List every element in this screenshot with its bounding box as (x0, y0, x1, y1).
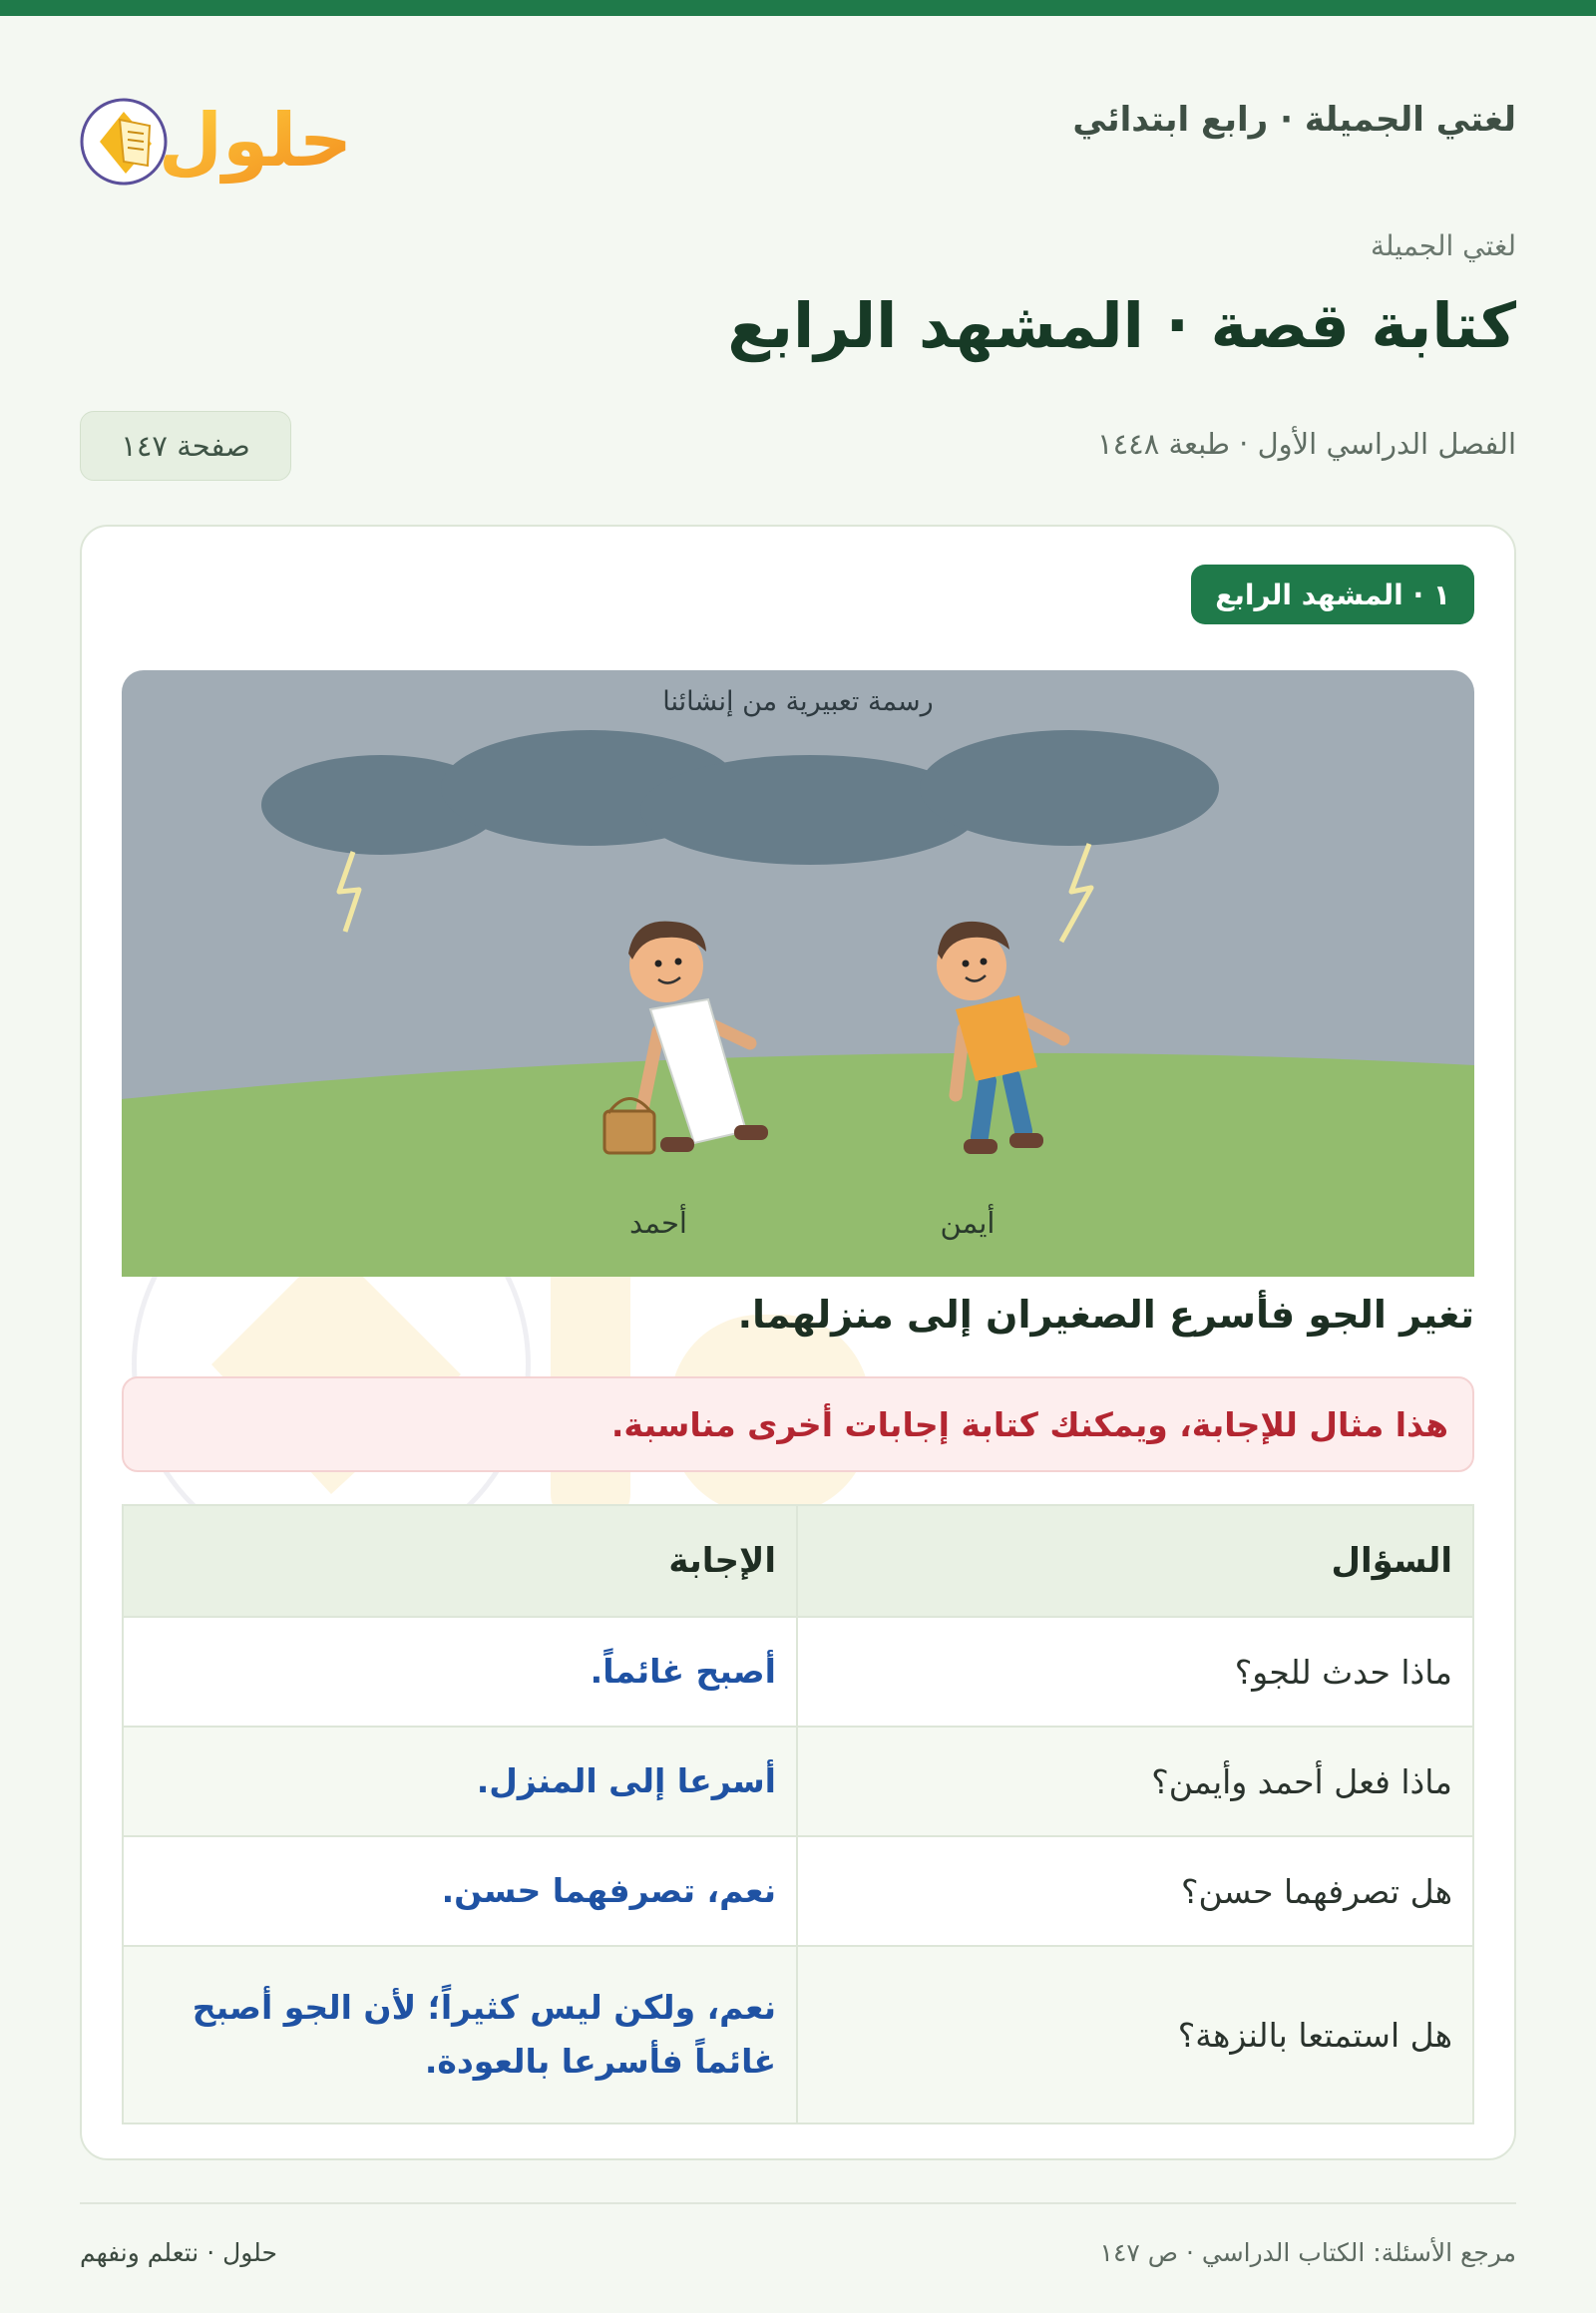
page-title: كتابة قصة · المشهد الرابع (727, 289, 1516, 362)
table-header-row (123, 1505, 1473, 1617)
answer-cell: أسرعا إلى المنزل. (123, 1727, 797, 1836)
answer-cell: أصبح غائماً. (123, 1617, 797, 1727)
label-ayman: أيمن (940, 1206, 996, 1240)
scene-card (80, 525, 1516, 2160)
page-header (80, 60, 1516, 190)
footer-divider (80, 2202, 1516, 2204)
table-row (123, 1836, 1473, 1946)
table-row (123, 1946, 1473, 2123)
table-row (123, 1617, 1473, 1727)
header-question: السؤال (797, 1505, 1473, 1617)
answer-cell: نعم، ولكن ليس كثيراً؛ لأن الجو أصبح غائماً فأسرعا بالعودة. (123, 1946, 797, 2123)
hulul-logo[interactable] (80, 70, 369, 190)
scene-illustration (122, 670, 1474, 1277)
logo-wordmark: حلول (158, 98, 353, 184)
top-accent-bar (0, 0, 1596, 16)
table-row (123, 1727, 1473, 1836)
label-ahmad: أحمد (629, 1206, 687, 1240)
subject-label: لغتي الجميلة (1370, 229, 1516, 262)
series-label: لغتي الجميلة · رابع ابتدائي (1072, 100, 1516, 140)
page-number-badge: صفحة ١٤٧ (80, 411, 291, 481)
note-text: هذا مثال للإجابة، ويمكنك كتابة إجابات أخرى مناسبة. (610, 1404, 1448, 1444)
grass-hill (122, 1053, 1474, 1277)
header-answer: الإجابة (123, 1505, 797, 1617)
question-cell: ماذا حدث للجو؟ (797, 1617, 1473, 1727)
scene-caption: رسمة تعبيرية من إنشائنا (662, 686, 934, 717)
footer-reference: مرجع الأسئلة: الكتاب الدراسي · ص ١٤٧ (1099, 2238, 1516, 2267)
example-answer-note (122, 1376, 1474, 1472)
semester-meta: الفصل الدراسي الأول · طبعة ١٤٤٨ (1097, 427, 1516, 461)
story-line: تغير الجو فأسرع الصغيران إلى منزلهما. (737, 1293, 1474, 1337)
question-cell: هل استمتعا بالنزهة؟ (797, 1946, 1473, 2123)
question-cell: هل تصرفهما حسن؟ (797, 1836, 1473, 1946)
question-cell: ماذا فعل أحمد وأيمن؟ (797, 1727, 1473, 1836)
footer-brand: حلول · نتعلم ونفهم (80, 2238, 277, 2267)
section-pill: ١ · المشهد الرابع (1191, 565, 1474, 624)
answer-cell: نعم، تصرفهما حسن. (123, 1836, 797, 1946)
qa-table (122, 1504, 1474, 2124)
